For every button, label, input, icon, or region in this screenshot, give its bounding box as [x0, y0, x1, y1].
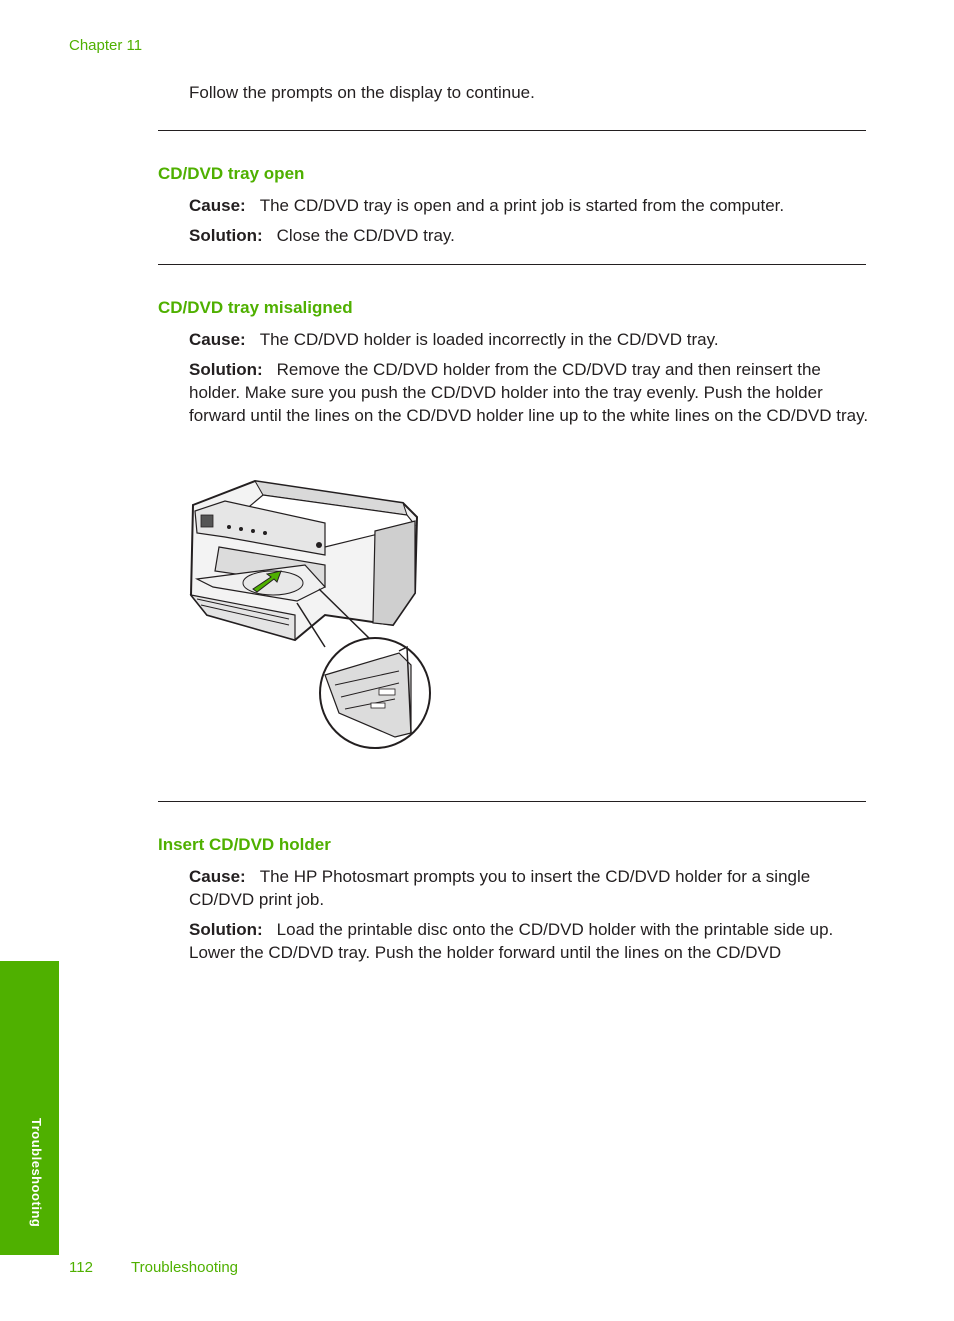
- solution-label: Solution:: [189, 226, 263, 245]
- solution-paragraph: [189, 358, 869, 427]
- solution-label: Solution:: [189, 920, 263, 939]
- intro-paragraph: Follow the prompts on the display to continue.: [189, 83, 535, 102]
- solution-text: Load the printable disc onto the CD/DVD holder with the printable side up. Lower the CD/DVD tray. Push the holder forward until the lines on the CD/DVD: [189, 920, 834, 962]
- section-divider: [158, 130, 866, 131]
- section-heading-tray-misaligned: CD/DVD tray misaligned: [158, 298, 353, 317]
- cause-text: The HP Photosmart prompts you to insert the CD/DVD holder for a single CD/DVD print job.: [189, 867, 811, 909]
- cause-text: The CD/DVD holder is loaded incorrectly in the CD/DVD tray.: [259, 330, 719, 349]
- solution-text: Remove the CD/DVD holder from the CD/DVD tray and then reinsert the holder. Make sure you push the CD/DVD holder into the tray evenly. Push the holder forward until the lines on the CD/DVD holder line up to the white lines on the CD/DVD tray.: [189, 360, 869, 425]
- cause-paragraph: [189, 194, 869, 217]
- cause-paragraph: [189, 865, 869, 911]
- side-tab-label: Troubleshooting: [29, 1118, 44, 1228]
- printer-cd-tray-illustration: [185, 475, 440, 750]
- section-divider: [158, 264, 866, 265]
- section-divider: [158, 801, 866, 802]
- solution-paragraph: [189, 918, 869, 964]
- cause-label: Cause:: [189, 867, 246, 886]
- section-heading-insert-holder: Insert CD/DVD holder: [158, 835, 331, 854]
- footer-title: Troubleshooting: [131, 1259, 239, 1276]
- cause-label: Cause:: [189, 196, 246, 215]
- cause-text: The CD/DVD tray is open and a print job is started from the computer.: [259, 196, 785, 215]
- solution-label: Solution:: [189, 360, 263, 379]
- page-number: 112: [69, 1259, 93, 1276]
- solution-text: Close the CD/DVD tray.: [276, 226, 455, 245]
- cause-label: Cause:: [189, 330, 246, 349]
- cause-paragraph: [189, 328, 869, 351]
- chapter-header: Chapter 11: [69, 37, 143, 54]
- section-heading-tray-open: CD/DVD tray open: [158, 164, 305, 183]
- solution-paragraph: [189, 224, 869, 247]
